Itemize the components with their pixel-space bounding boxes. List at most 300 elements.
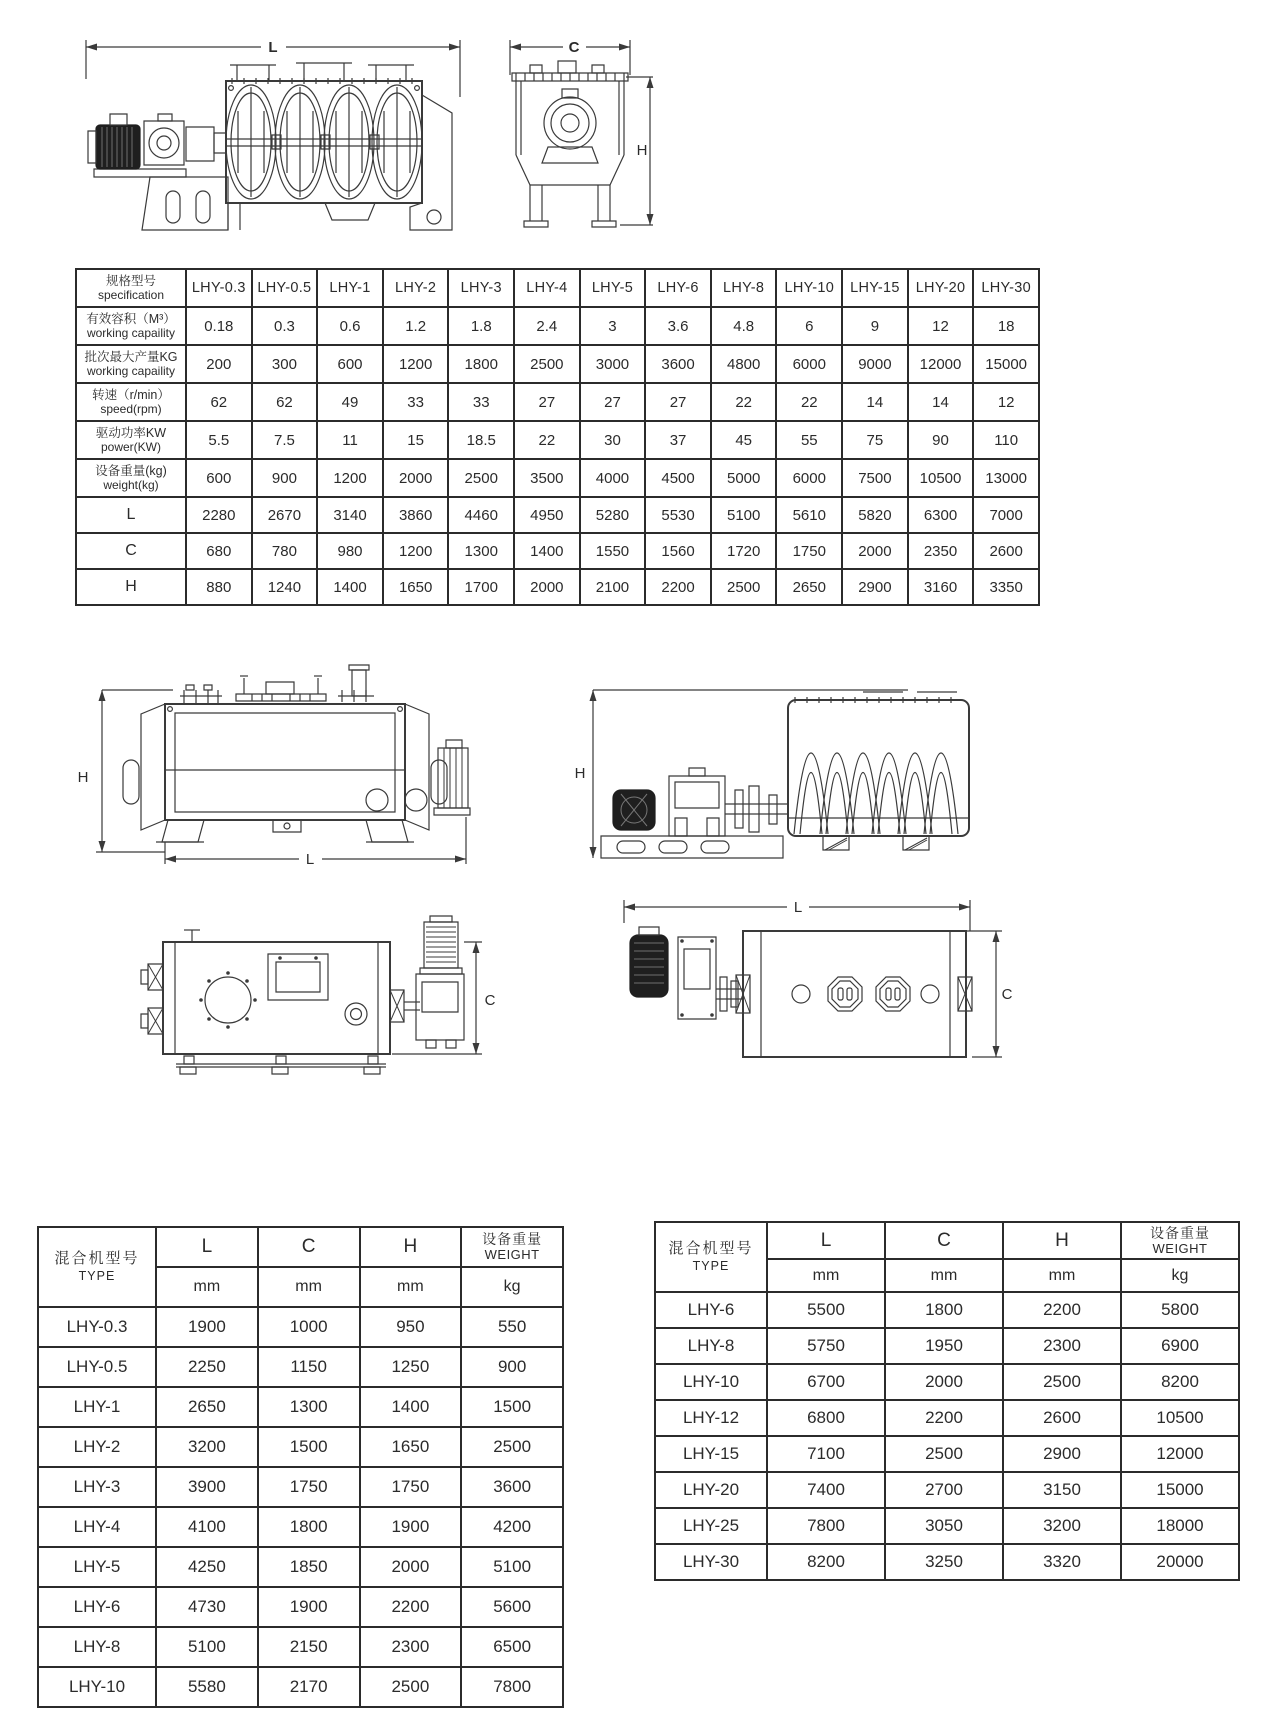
dim-label-L: L <box>268 39 278 56</box>
dim-value-cell: 1500 <box>461 1387 563 1427</box>
gearbox <box>678 937 743 1019</box>
spec-row-label: 设备重量(kg) weight(kg) <box>76 459 186 497</box>
dim-label-C: C <box>568 39 580 56</box>
base <box>601 836 783 858</box>
spec-value-cell: 3140 <box>317 497 383 533</box>
spec-value-cell: 2280 <box>186 497 252 533</box>
motor <box>420 916 462 974</box>
spec-value-cell: 900 <box>252 459 318 497</box>
gearbox <box>669 768 788 836</box>
spec-value-cell: 1750 <box>776 533 842 569</box>
dim-data-row <box>38 1667 563 1707</box>
spec-data-row <box>76 421 1039 459</box>
dim-value-cell: 6700 <box>767 1364 885 1400</box>
spec-value-cell: 27 <box>580 383 646 421</box>
spec-row-label: 驱动功率KW power(KW) <box>76 421 186 459</box>
spec-value-cell: 9 <box>842 307 908 345</box>
dim-model-cell: LHY-6 <box>655 1292 767 1328</box>
dim-value-cell: 4730 <box>156 1587 258 1627</box>
dim-value-cell: 3200 <box>1003 1508 1121 1544</box>
dim-value-cell: 1150 <box>258 1347 360 1387</box>
spec-value-cell: 2000 <box>514 569 580 605</box>
drive-unit <box>390 974 464 1048</box>
dim-unit-cell: mm <box>360 1267 462 1307</box>
spec-value-cell: 7500 <box>842 459 908 497</box>
dim-data-row <box>655 1508 1239 1544</box>
dim-data-row <box>38 1347 563 1387</box>
spec-value-cell: 2670 <box>252 497 318 533</box>
spec-value-cell: 2500 <box>711 569 777 605</box>
spec-value-cell: 3 <box>580 307 646 345</box>
dim-value-cell: 2500 <box>1003 1364 1121 1400</box>
spec-model-header: LHY-10 <box>776 269 842 307</box>
spec-value-cell: 2000 <box>842 533 908 569</box>
dim-label-H: H <box>77 769 89 786</box>
spec-value-cell: 9000 <box>842 345 908 383</box>
spec-value-cell: 1400 <box>514 533 580 569</box>
drum <box>788 692 969 836</box>
dim-value-cell: 2500 <box>461 1427 563 1467</box>
dim-value-cell: 2500 <box>360 1667 462 1707</box>
dim-data-row <box>655 1400 1239 1436</box>
dimension-table-small-models <box>37 1226 564 1708</box>
dimension-length <box>624 899 970 931</box>
dim-model-cell: LHY-0.5 <box>38 1347 156 1387</box>
dim-value-cell: 4250 <box>156 1547 258 1587</box>
dim-value-cell: 8200 <box>1121 1364 1239 1400</box>
dim-value-cell: 1750 <box>258 1467 360 1507</box>
dim-model-cell: LHY-8 <box>38 1627 156 1667</box>
dim-value-cell: 2000 <box>885 1364 1003 1400</box>
spec-data-row <box>76 345 1039 383</box>
dim-model-cell: LHY-4 <box>38 1507 156 1547</box>
spec-value-cell: 300 <box>252 345 318 383</box>
spec-value-cell: 6000 <box>776 345 842 383</box>
dimension-width <box>510 39 630 75</box>
spec-value-cell: 2500 <box>448 459 514 497</box>
specification-table <box>75 268 1040 606</box>
spec-value-cell: 3500 <box>514 459 580 497</box>
spec-model-header: LHY-1 <box>317 269 383 307</box>
dim-value-cell: 2500 <box>885 1436 1003 1472</box>
spec-value-cell: 200 <box>186 345 252 383</box>
dim-unit-cell: mm <box>885 1259 1003 1292</box>
spec-value-cell: 1550 <box>580 533 646 569</box>
dim-value-cell: 6900 <box>1121 1328 1239 1364</box>
spec-value-cell: 2000 <box>383 459 449 497</box>
drawing-front-view <box>68 652 473 872</box>
spec-value-cell: 55 <box>776 421 842 459</box>
spec-value-cell: 1200 <box>383 533 449 569</box>
dimension-table-large-models <box>654 1221 1240 1581</box>
dim-value-cell: 2250 <box>156 1347 258 1387</box>
dim-label-L: L <box>305 851 315 868</box>
dim-data-row <box>655 1436 1239 1472</box>
dim-weight-header: 设备重量 WEIGHT <box>461 1227 563 1267</box>
dim-unit-cell: kg <box>461 1267 563 1307</box>
dim-data-row <box>655 1544 1239 1580</box>
spiral-agitator <box>226 85 422 199</box>
dim-value-cell: 4200 <box>461 1507 563 1547</box>
dimension-width <box>966 931 1013 1057</box>
spec-value-cell: 3600 <box>645 345 711 383</box>
spec-model-header: LHY-3 <box>448 269 514 307</box>
spec-value-cell: 18.5 <box>448 421 514 459</box>
dim-value-cell: 1650 <box>360 1427 462 1467</box>
dimension-width <box>392 942 496 1054</box>
spec-value-cell: 15000 <box>973 345 1039 383</box>
dim-value-cell: 4100 <box>156 1507 258 1547</box>
dimension-height <box>78 690 173 852</box>
dim-data-row <box>38 1627 563 1667</box>
spec-value-cell: 33 <box>383 383 449 421</box>
spec-value-cell: 13000 <box>973 459 1039 497</box>
dim-model-cell: LHY-6 <box>38 1587 156 1627</box>
spec-row-label: L <box>76 497 186 533</box>
spec-value-cell: 22 <box>711 383 777 421</box>
spec-value-cell: 1700 <box>448 569 514 605</box>
dim-value-cell: 5800 <box>1121 1292 1239 1328</box>
dimension-height <box>575 690 908 858</box>
dim-value-cell: 2700 <box>885 1472 1003 1508</box>
dim-value-cell: 2150 <box>258 1627 360 1667</box>
dim-column-header: L <box>156 1227 258 1267</box>
dim-header-row <box>38 1227 563 1267</box>
spec-value-cell: 75 <box>842 421 908 459</box>
dim-model-cell: LHY-3 <box>38 1467 156 1507</box>
spec-value-cell: 1240 <box>252 569 318 605</box>
dim-value-cell: 1950 <box>885 1328 1003 1364</box>
spec-value-cell: 30 <box>580 421 646 459</box>
dim-header-row <box>655 1222 1239 1259</box>
spec-value-cell: 27 <box>514 383 580 421</box>
side-plates <box>123 704 447 830</box>
spec-value-cell: 5280 <box>580 497 646 533</box>
dim-model-cell: LHY-1 <box>38 1387 156 1427</box>
spec-value-cell: 4000 <box>580 459 646 497</box>
spec-model-header: LHY-0.5 <box>252 269 318 307</box>
spec-model-header: LHY-20 <box>908 269 974 307</box>
dim-label-H: H <box>574 765 586 782</box>
spec-data-row <box>76 459 1039 497</box>
dim-value-cell: 1400 <box>360 1387 462 1427</box>
spec-value-cell: 3860 <box>383 497 449 533</box>
spec-model-header: LHY-4 <box>514 269 580 307</box>
spec-value-cell: 4950 <box>514 497 580 533</box>
dim-column-header: L <box>767 1222 885 1259</box>
dimension-height <box>620 77 654 225</box>
feet-discharge <box>156 820 414 842</box>
dim-column-header: C <box>885 1222 1003 1259</box>
spec-value-cell: 18 <box>973 307 1039 345</box>
spec-value-cell: 6300 <box>908 497 974 533</box>
dim-value-cell: 5100 <box>461 1547 563 1587</box>
spec-value-cell: 27 <box>645 383 711 421</box>
dim-data-row <box>655 1328 1239 1364</box>
dim-value-cell: 2200 <box>360 1587 462 1627</box>
dim-value-cell: 2200 <box>1003 1292 1121 1328</box>
spec-row-label: 有效容积（M³） working capaility <box>76 307 186 345</box>
bearings <box>736 975 972 1013</box>
dim-label-C: C <box>1001 986 1013 1003</box>
dim-value-cell: 1800 <box>258 1507 360 1547</box>
spec-value-cell: 2600 <box>973 533 1039 569</box>
spec-value-cell: 0.18 <box>186 307 252 345</box>
spec-value-cell: 4500 <box>645 459 711 497</box>
spec-value-cell: 2100 <box>580 569 646 605</box>
spec-value-cell: 980 <box>317 533 383 569</box>
dim-label-L: L <box>793 899 803 916</box>
motor <box>88 114 140 169</box>
spec-value-cell: 37 <box>645 421 711 459</box>
dim-model-cell: LHY-2 <box>38 1427 156 1467</box>
body <box>163 930 390 1054</box>
dim-data-row <box>38 1507 563 1547</box>
dim-data-row <box>38 1427 563 1467</box>
spec-value-cell: 3.6 <box>645 307 711 345</box>
dim-value-cell: 20000 <box>1121 1544 1239 1580</box>
dim-type-header: 混合机型号 TYPE <box>38 1227 156 1307</box>
support-legs <box>142 95 452 230</box>
drawing-end-view <box>500 35 660 230</box>
dim-data-row <box>38 1587 563 1627</box>
dim-value-cell: 3150 <box>1003 1472 1121 1508</box>
dim-value-cell: 1900 <box>156 1307 258 1347</box>
dim-label-C: C <box>484 992 496 1009</box>
spec-value-cell: 5530 <box>645 497 711 533</box>
dim-value-cell: 3600 <box>461 1467 563 1507</box>
spec-value-cell: 880 <box>186 569 252 605</box>
spec-data-row <box>76 383 1039 421</box>
dim-model-cell: LHY-15 <box>655 1436 767 1472</box>
dim-model-cell: LHY-12 <box>655 1400 767 1436</box>
dim-column-header: C <box>258 1227 360 1267</box>
body <box>743 931 966 1057</box>
spec-value-cell: 4800 <box>711 345 777 383</box>
dim-value-cell: 2650 <box>156 1387 258 1427</box>
dim-value-cell: 950 <box>360 1307 462 1347</box>
drawing-side-view-agitator <box>573 668 973 863</box>
spec-value-cell: 5.5 <box>186 421 252 459</box>
spec-value-cell: 3350 <box>973 569 1039 605</box>
dim-model-cell: LHY-20 <box>655 1472 767 1508</box>
spec-value-cell: 49 <box>317 383 383 421</box>
dim-value-cell: 900 <box>461 1347 563 1387</box>
spec-value-cell: 2500 <box>514 345 580 383</box>
mixer-body <box>512 61 628 185</box>
dim-value-cell: 2900 <box>1003 1436 1121 1472</box>
spec-value-cell: 11 <box>317 421 383 459</box>
motor <box>630 927 668 997</box>
dim-value-cell: 5600 <box>461 1587 563 1627</box>
dim-value-cell: 1750 <box>360 1467 462 1507</box>
spec-row-label: H <box>76 569 186 605</box>
dim-value-cell: 5500 <box>767 1292 885 1328</box>
dimension-length <box>86 39 460 97</box>
dim-value-cell: 1000 <box>258 1307 360 1347</box>
dim-data-row <box>38 1387 563 1427</box>
spec-value-cell: 45 <box>711 421 777 459</box>
spec-value-cell: 4.8 <box>711 307 777 345</box>
spec-value-cell: 1800 <box>448 345 514 383</box>
spec-data-row <box>76 569 1039 605</box>
dim-value-cell: 5100 <box>156 1627 258 1667</box>
spec-value-cell: 2350 <box>908 533 974 569</box>
dim-value-cell: 1900 <box>360 1507 462 1547</box>
dim-data-row <box>38 1307 563 1347</box>
motor <box>613 790 655 830</box>
dim-column-header: H <box>1003 1222 1121 1259</box>
spec-value-cell: 7.5 <box>252 421 318 459</box>
dim-model-cell: LHY-25 <box>655 1508 767 1544</box>
spec-value-cell: 2.4 <box>514 307 580 345</box>
dim-unit-cell: mm <box>767 1259 885 1292</box>
dim-value-cell: 2170 <box>258 1667 360 1707</box>
spec-value-cell: 1650 <box>383 569 449 605</box>
spec-value-cell: 12 <box>973 383 1039 421</box>
spec-value-cell: 2900 <box>842 569 908 605</box>
spec-value-cell: 1720 <box>711 533 777 569</box>
spec-value-cell: 14 <box>842 383 908 421</box>
drawing-side-view-spiral <box>80 35 470 230</box>
spec-data-row <box>76 497 1039 533</box>
spec-value-cell: 1.2 <box>383 307 449 345</box>
dim-value-cell: 7100 <box>767 1436 885 1472</box>
dim-value-cell: 2300 <box>1003 1328 1121 1364</box>
dim-value-cell: 2600 <box>1003 1400 1121 1436</box>
spec-model-header: LHY-6 <box>645 269 711 307</box>
dim-data-row <box>655 1292 1239 1328</box>
dimension-length <box>165 817 466 868</box>
dim-value-cell: 1250 <box>360 1347 462 1387</box>
dim-value-cell: 1900 <box>258 1587 360 1627</box>
spec-row-label: 转速（r/min） speed(rpm) <box>76 383 186 421</box>
spec-value-cell: 600 <box>317 345 383 383</box>
dim-value-cell: 1300 <box>258 1387 360 1427</box>
dim-unit-cell: mm <box>1003 1259 1121 1292</box>
dim-type-header: 混合机型号 TYPE <box>655 1222 767 1292</box>
spec-value-cell: 62 <box>252 383 318 421</box>
dim-value-cell: 1850 <box>258 1547 360 1587</box>
dim-value-cell: 2000 <box>360 1547 462 1587</box>
dim-value-cell: 8200 <box>767 1544 885 1580</box>
mixer-body <box>165 704 427 820</box>
dim-value-cell: 6500 <box>461 1627 563 1667</box>
dim-label-H: H <box>636 142 648 159</box>
dim-value-cell: 7800 <box>461 1667 563 1707</box>
spec-model-header: LHY-5 <box>580 269 646 307</box>
spec-row-label: 批次最大产量KG working capaility <box>76 345 186 383</box>
dim-value-cell: 10500 <box>1121 1400 1239 1436</box>
dim-data-row <box>655 1364 1239 1400</box>
spec-value-cell: 6000 <box>776 459 842 497</box>
dim-value-cell: 5580 <box>156 1667 258 1707</box>
dim-value-cell: 5750 <box>767 1328 885 1364</box>
dim-value-cell: 550 <box>461 1307 563 1347</box>
spec-model-header: LHY-15 <box>842 269 908 307</box>
dim-value-cell: 18000 <box>1121 1508 1239 1544</box>
spec-value-cell: 5820 <box>842 497 908 533</box>
spec-value-cell: 1400 <box>317 569 383 605</box>
dim-value-cell: 3050 <box>885 1508 1003 1544</box>
spec-value-cell: 0.3 <box>252 307 318 345</box>
spec-value-cell: 12000 <box>908 345 974 383</box>
dim-model-cell: LHY-10 <box>655 1364 767 1400</box>
dim-column-header: H <box>360 1227 462 1267</box>
spec-value-cell: 10500 <box>908 459 974 497</box>
spec-model-header: LHY-30 <box>973 269 1039 307</box>
spec-value-cell: 110 <box>973 421 1039 459</box>
top-ports <box>230 63 414 81</box>
stand <box>524 185 616 227</box>
dim-data-row <box>38 1547 563 1587</box>
dim-value-cell: 1800 <box>885 1292 1003 1328</box>
top-fittings <box>180 665 374 704</box>
dim-value-cell: 6800 <box>767 1400 885 1436</box>
dim-model-cell: LHY-30 <box>655 1544 767 1580</box>
dim-value-cell: 2200 <box>885 1400 1003 1436</box>
spec-model-header: LHY-8 <box>711 269 777 307</box>
spec-value-cell: 15 <box>383 421 449 459</box>
spec-data-row <box>76 533 1039 569</box>
spec-value-cell: 7000 <box>973 497 1039 533</box>
bottom-rail <box>176 1056 386 1074</box>
spec-value-cell: 5100 <box>711 497 777 533</box>
dim-value-cell: 7800 <box>767 1508 885 1544</box>
dim-model-cell: LHY-10 <box>38 1667 156 1707</box>
spec-value-cell: 3000 <box>580 345 646 383</box>
spec-value-cell: 14 <box>908 383 974 421</box>
spec-value-cell: 600 <box>186 459 252 497</box>
spec-value-cell: 1300 <box>448 533 514 569</box>
spec-value-cell: 1.8 <box>448 307 514 345</box>
spec-value-cell: 0.6 <box>317 307 383 345</box>
spec-value-cell: 22 <box>514 421 580 459</box>
dim-value-cell: 15000 <box>1121 1472 1239 1508</box>
spec-value-cell: 5000 <box>711 459 777 497</box>
drum-feet <box>823 836 929 850</box>
spec-row-label: C <box>76 533 186 569</box>
dim-value-cell: 3250 <box>885 1544 1003 1580</box>
dim-model-cell: LHY-5 <box>38 1547 156 1587</box>
spec-value-cell: 1200 <box>383 345 449 383</box>
spec-value-cell: 780 <box>252 533 318 569</box>
drawing-top-view-compact <box>128 912 508 1090</box>
drawing-top-view-long <box>608 893 1013 1093</box>
dim-data-row <box>655 1472 1239 1508</box>
spec-value-cell: 2200 <box>645 569 711 605</box>
dim-weight-header: 设备重量 WEIGHT <box>1121 1222 1239 1259</box>
dim-data-row <box>38 1467 563 1507</box>
spec-data-row <box>76 307 1039 345</box>
spec-header-row <box>76 269 1039 307</box>
dim-value-cell: 3200 <box>156 1427 258 1467</box>
dim-unit-cell: mm <box>258 1267 360 1307</box>
dim-value-cell: 3320 <box>1003 1544 1121 1580</box>
dim-unit-cell: kg <box>1121 1259 1239 1292</box>
left-bearings <box>141 964 163 1034</box>
dim-model-cell: LHY-0.3 <box>38 1307 156 1347</box>
spec-value-cell: 4460 <box>448 497 514 533</box>
dim-unit-cell: mm <box>156 1267 258 1307</box>
dim-value-cell: 7400 <box>767 1472 885 1508</box>
spiral-agitator <box>794 753 958 834</box>
spec-value-cell: 3160 <box>908 569 974 605</box>
spec-value-cell: 90 <box>908 421 974 459</box>
spec-model-header: LHY-2 <box>383 269 449 307</box>
spec-corner-cell: 规格型号 specification <box>76 269 186 307</box>
spec-value-cell: 22 <box>776 383 842 421</box>
